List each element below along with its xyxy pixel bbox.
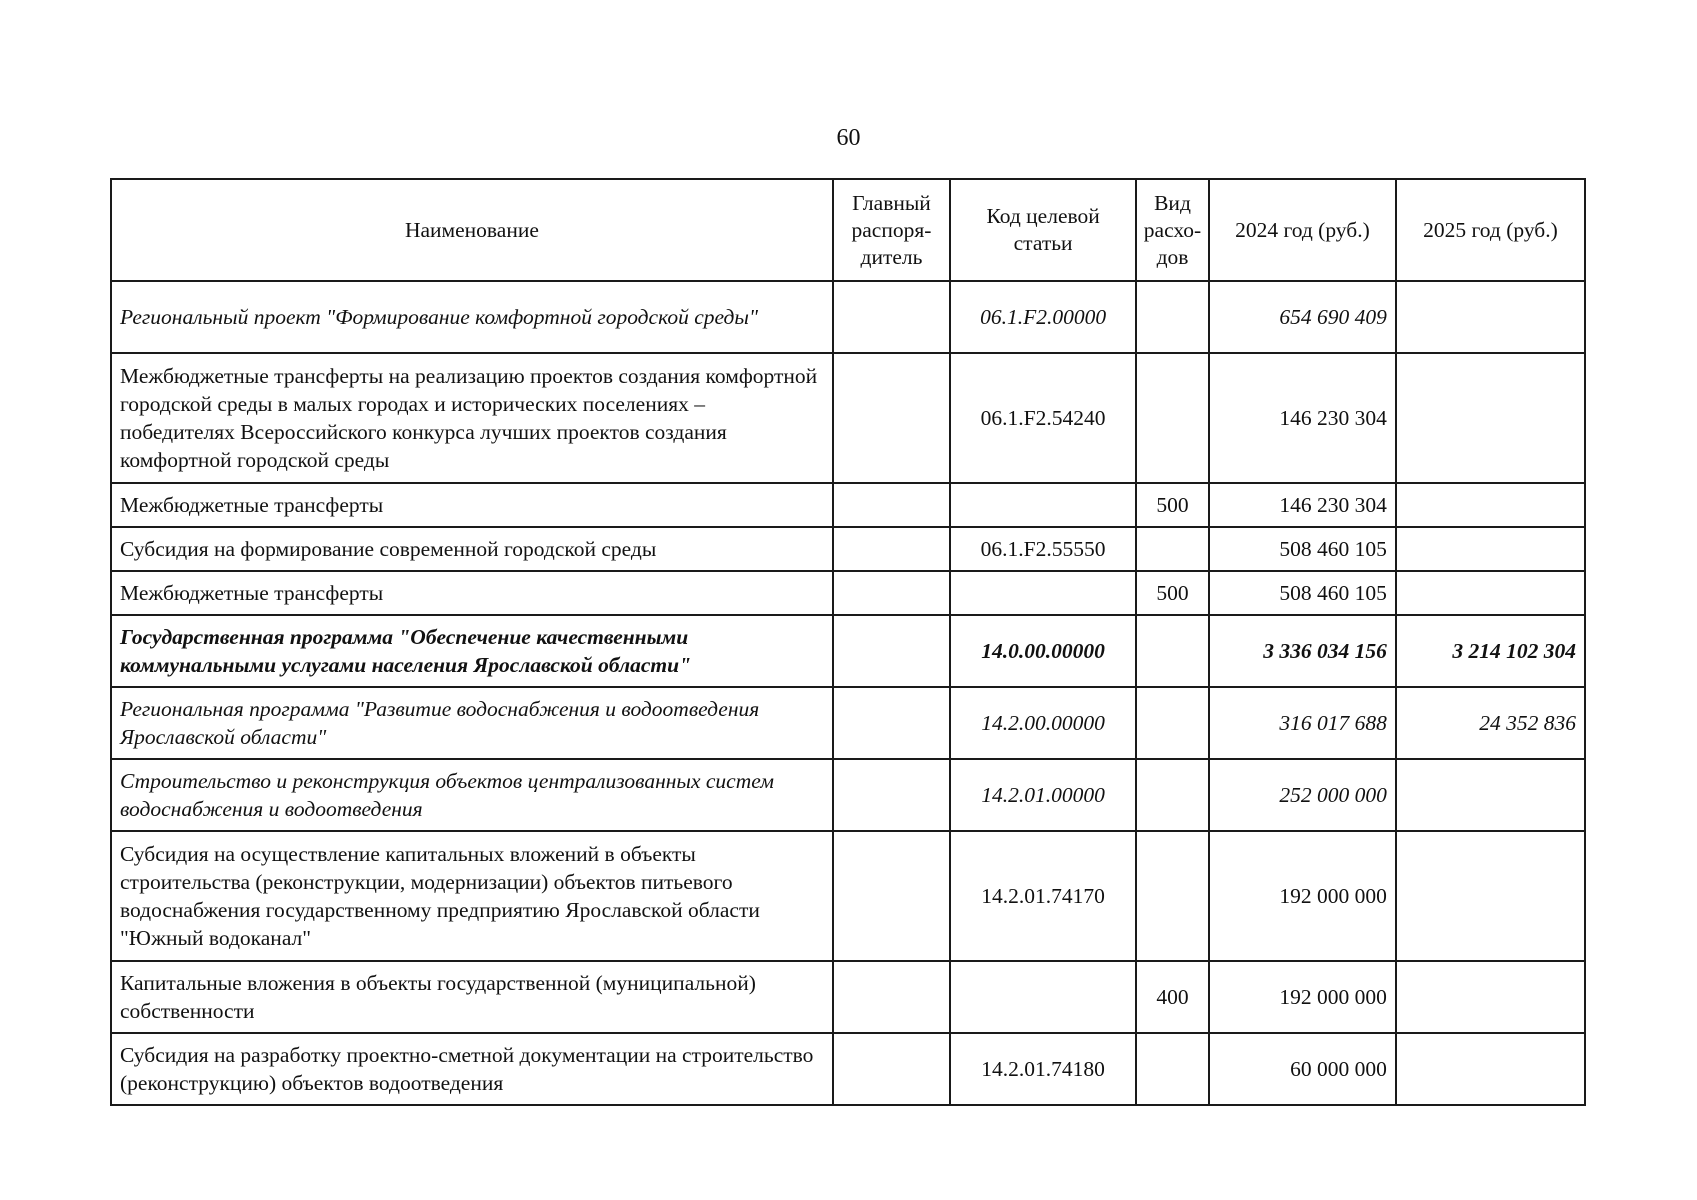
cell-code: 06.1.F2.55550 bbox=[950, 527, 1136, 571]
table-row bbox=[111, 1033, 1585, 1105]
cell-manager bbox=[833, 759, 950, 831]
table-row bbox=[111, 353, 1585, 483]
cell-2024: 3 336 034 156 bbox=[1209, 615, 1396, 687]
header-name: Наименование bbox=[111, 179, 833, 281]
cell-kind bbox=[1136, 615, 1209, 687]
cell-2024: 192 000 000 bbox=[1209, 961, 1396, 1033]
cell-code: 14.2.00.00000 bbox=[950, 687, 1136, 759]
page-number: 60 bbox=[836, 125, 861, 151]
cell-manager bbox=[833, 353, 950, 483]
cell-2024: 316 017 688 bbox=[1209, 687, 1396, 759]
cell-manager bbox=[833, 281, 950, 353]
cell-2025 bbox=[1396, 483, 1585, 527]
budget-table bbox=[110, 178, 1586, 1106]
cell-name: Региональная программа "Развитие водоснабжения и водоотведения Ярославской области" bbox=[111, 687, 833, 759]
table-row bbox=[111, 759, 1585, 831]
cell-2024: 508 460 105 bbox=[1209, 571, 1396, 615]
cell-name: Межбюджетные трансферты на реализацию проектов создания комфортной городской среды в малых городах и исторических поселениях – победителях Всероссийского конкурса лучших проектов создания комфортной городской среды bbox=[111, 353, 833, 483]
cell-2025 bbox=[1396, 1033, 1585, 1105]
cell-2025 bbox=[1396, 281, 1585, 353]
cell-name: Строительство и реконструкция объектов централизованных систем водоснабжения и водоотведения bbox=[111, 759, 833, 831]
cell-manager bbox=[833, 1033, 950, 1105]
cell-code: 14.2.01.74180 bbox=[950, 1033, 1136, 1105]
table-row bbox=[111, 831, 1585, 961]
cell-manager bbox=[833, 687, 950, 759]
cell-2025: 3 214 102 304 bbox=[1396, 615, 1585, 687]
cell-2024: 60 000 000 bbox=[1209, 1033, 1396, 1105]
cell-manager bbox=[833, 961, 950, 1033]
cell-kind: 500 bbox=[1136, 571, 1209, 615]
cell-2025 bbox=[1396, 961, 1585, 1033]
cell-name: Межбюджетные трансферты bbox=[111, 571, 833, 615]
cell-kind bbox=[1136, 831, 1209, 961]
cell-manager bbox=[833, 571, 950, 615]
cell-kind bbox=[1136, 687, 1209, 759]
cell-2025 bbox=[1396, 527, 1585, 571]
cell-code bbox=[950, 961, 1136, 1033]
cell-manager bbox=[833, 527, 950, 571]
cell-name: Субсидия на осуществление капитальных вложений в объекты строительства (реконструкции, модернизации) объектов питьевого водоснабжения государственному предприятию Ярославской области "Южный водоканал" bbox=[111, 831, 833, 961]
cell-code: 06.1.F2.00000 bbox=[950, 281, 1136, 353]
header-2024: 2024 год (руб.) bbox=[1209, 179, 1396, 281]
cell-2024: 654 690 409 bbox=[1209, 281, 1396, 353]
cell-manager bbox=[833, 483, 950, 527]
cell-code: 14.0.00.00000 bbox=[950, 615, 1136, 687]
cell-2025: 24 352 836 bbox=[1396, 687, 1585, 759]
cell-2025 bbox=[1396, 759, 1585, 831]
cell-2024: 192 000 000 bbox=[1209, 831, 1396, 961]
cell-name: Государственная программа "Обеспечение качественными коммунальными услугами населения Ярославской области" bbox=[111, 615, 833, 687]
table-row bbox=[111, 571, 1585, 615]
cell-2025 bbox=[1396, 831, 1585, 961]
cell-2024: 146 230 304 bbox=[1209, 353, 1396, 483]
cell-2024: 508 460 105 bbox=[1209, 527, 1396, 571]
cell-name: Капитальные вложения в объекты государственной (муниципальной) собственности bbox=[111, 961, 833, 1033]
table-header-row bbox=[111, 179, 1585, 281]
cell-manager bbox=[833, 615, 950, 687]
cell-kind bbox=[1136, 1033, 1209, 1105]
cell-code: 14.2.01.00000 bbox=[950, 759, 1136, 831]
cell-code bbox=[950, 483, 1136, 527]
table-row bbox=[111, 961, 1585, 1033]
cell-kind: 500 bbox=[1136, 483, 1209, 527]
table-row bbox=[111, 527, 1585, 571]
cell-kind bbox=[1136, 759, 1209, 831]
cell-name: Субсидия на формирование современной городской среды bbox=[111, 527, 833, 571]
header-2025: 2025 год (руб.) bbox=[1396, 179, 1585, 281]
header-kind: Вид расхо-дов bbox=[1136, 179, 1209, 281]
cell-code bbox=[950, 571, 1136, 615]
cell-2025 bbox=[1396, 353, 1585, 483]
cell-kind bbox=[1136, 353, 1209, 483]
cell-code: 06.1.F2.54240 bbox=[950, 353, 1136, 483]
cell-2025 bbox=[1396, 571, 1585, 615]
header-manager: Главный распоря-дитель bbox=[833, 179, 950, 281]
cell-2024: 252 000 000 bbox=[1209, 759, 1396, 831]
cell-2024: 146 230 304 bbox=[1209, 483, 1396, 527]
table-row bbox=[111, 281, 1585, 353]
header-code: Код целевой статьи bbox=[950, 179, 1136, 281]
cell-kind: 400 bbox=[1136, 961, 1209, 1033]
cell-code: 14.2.01.74170 bbox=[950, 831, 1136, 961]
table-row bbox=[111, 483, 1585, 527]
cell-name: Межбюджетные трансферты bbox=[111, 483, 833, 527]
cell-kind bbox=[1136, 527, 1209, 571]
table-row bbox=[111, 615, 1585, 687]
table-row bbox=[111, 687, 1585, 759]
cell-kind bbox=[1136, 281, 1209, 353]
cell-manager bbox=[833, 831, 950, 961]
cell-name: Региональный проект "Формирование комфортной городской среды" bbox=[111, 281, 833, 353]
cell-name: Субсидия на разработку проектно-сметной документации на строительство (реконструкцию) объектов водоотведения bbox=[111, 1033, 833, 1105]
